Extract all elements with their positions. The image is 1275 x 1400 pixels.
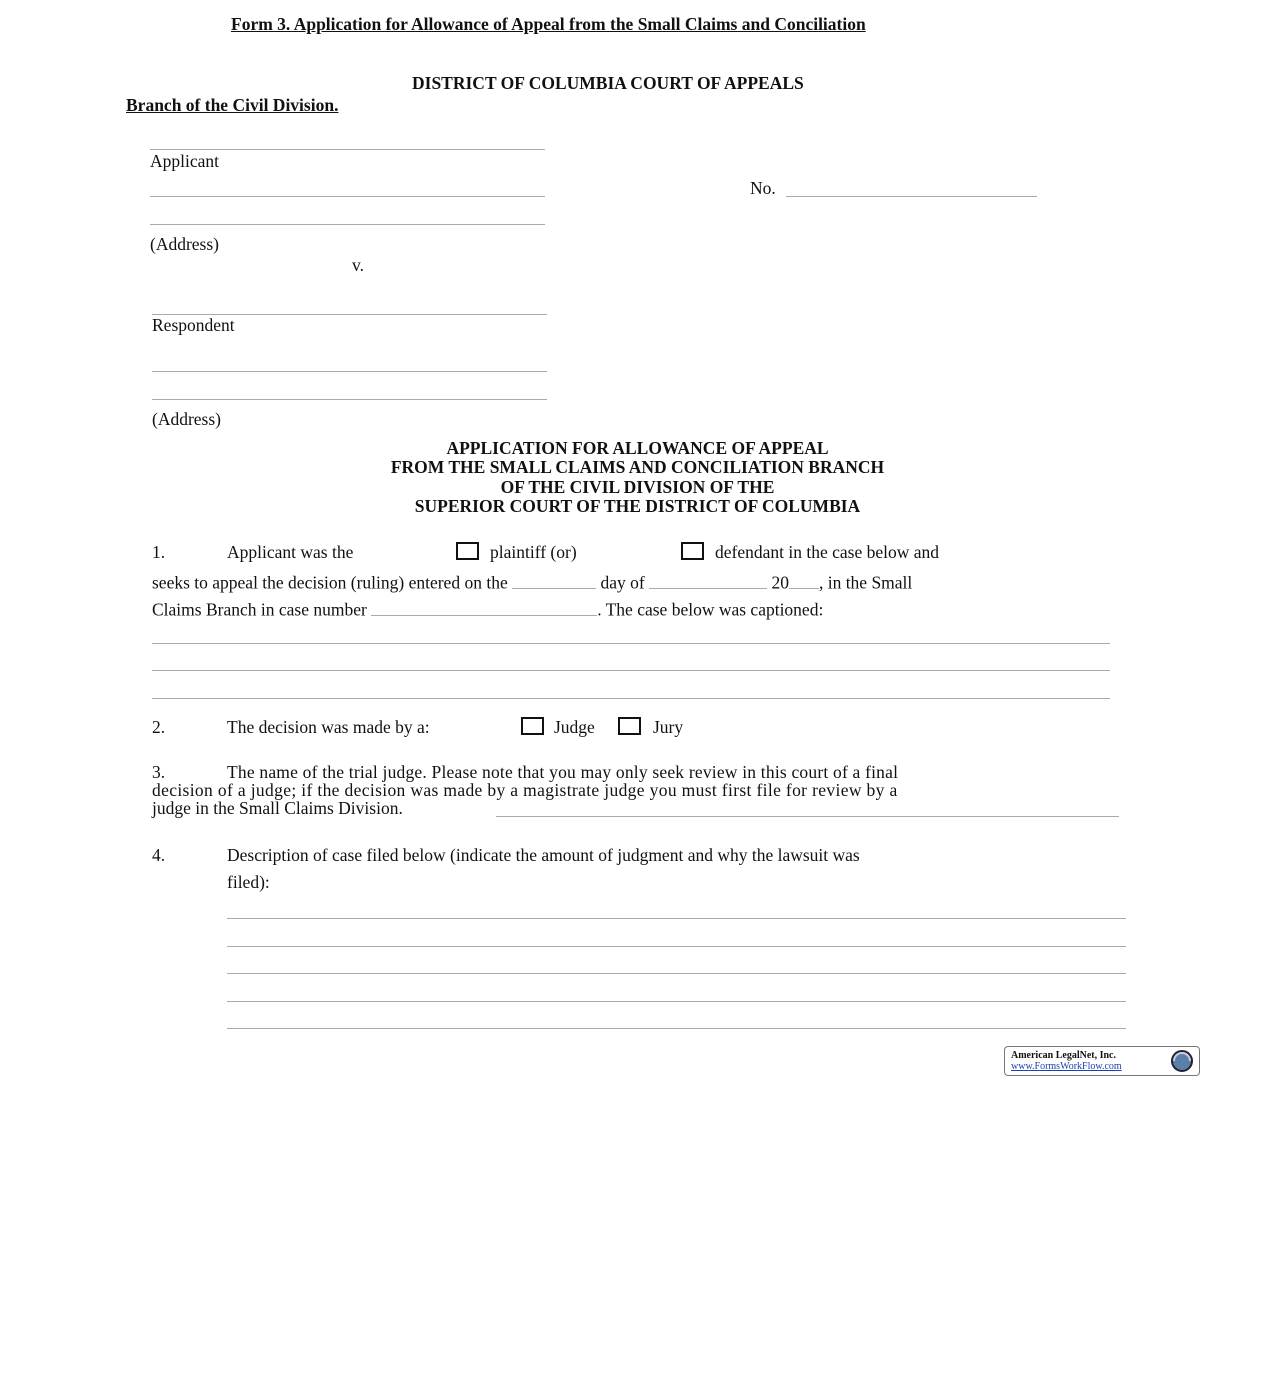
plaintiff-label: plaintiff (or) (490, 542, 577, 562)
applicant-label: Applicant (150, 151, 220, 171)
day-field[interactable] (512, 570, 596, 589)
case-no-label: No. (750, 178, 776, 198)
title-line-3: OF THE CIVIL DIVISION OF THE (500, 477, 775, 497)
caption-line-1[interactable] (152, 643, 1110, 644)
applicant-address-line-1[interactable] (150, 196, 545, 197)
item3-number: 3. (152, 762, 166, 782)
item2-text: The decision was made by a: (227, 717, 430, 737)
case-number-field[interactable] (371, 597, 597, 616)
item4-line1: Description of case filed below (indicate the amount of judgment and why the lawsuit was (227, 845, 860, 865)
globe-logo-icon (1169, 1049, 1195, 1073)
company-name: American LegalNet, Inc. (1011, 1050, 1116, 1061)
year-field[interactable] (789, 570, 819, 589)
item4-number: 4. (152, 845, 166, 865)
respondent-address-line-2[interactable] (152, 399, 547, 400)
item1-number: 1. (152, 542, 166, 562)
legalnet-badge (1004, 1046, 1200, 1076)
item1-line2-text: seeks to appeal the decision (ruling) entered on the (152, 572, 508, 593)
item1-line3-text: Claims Branch in case number (152, 599, 367, 620)
item3-line1: The name of the trial judge. Please note that you may only seek review in this court of a final (227, 762, 899, 782)
address-label-1: (Address) (150, 234, 220, 254)
description-line-4[interactable] (227, 1001, 1126, 1002)
title-line-1: APPLICATION FOR ALLOWANCE OF APPEAL (446, 438, 829, 458)
judge-label: Judge (554, 717, 595, 737)
jury-label: Jury (653, 717, 684, 737)
applicant-address-line-2[interactable] (150, 224, 545, 225)
trial-judge-field[interactable] (496, 816, 1119, 817)
description-line-2[interactable] (227, 946, 1126, 947)
description-line-1[interactable] (227, 918, 1126, 919)
plaintiff-checkbox[interactable] (456, 542, 479, 560)
title-line-2: FROM THE SMALL CLAIMS AND CONCILIATION BRANCH (390, 457, 885, 477)
item1-line2-end: , in the Small (818, 572, 913, 593)
item3-line2: decision of a judge; if the decision was made by a magistrate judge you must first file for review by a (152, 780, 898, 800)
company-url-link[interactable]: www.FormsWorkFlow.com (1011, 1061, 1122, 1072)
item2-number: 2. (152, 717, 166, 737)
item1-text: Applicant was the (227, 542, 354, 562)
form-title: Form 3. Application for Allowance of Appeal from the Small Claims and Conciliation (231, 14, 866, 34)
item1-line2 (152, 570, 912, 594)
branch-title: Branch of the Civil Division. (126, 95, 339, 115)
court-name: DISTRICT OF COLUMBIA COURT OF APPEALS (412, 73, 804, 93)
item4-line2: filed): (227, 872, 270, 892)
month-field[interactable] (649, 570, 767, 589)
item1-line3-end: . The case below was captioned: (597, 599, 824, 620)
caption-line-2[interactable] (152, 670, 1110, 671)
caption-line-3[interactable] (152, 698, 1110, 699)
day-of-label: day of (600, 572, 645, 593)
defendant-label: defendant in the case below and (715, 542, 940, 562)
judge-checkbox[interactable] (521, 717, 544, 735)
title-line-4: SUPERIOR COURT OF THE DISTRICT OF COLUMBIA (414, 496, 861, 516)
respondent-label: Respondent (152, 315, 235, 335)
defendant-checkbox[interactable] (681, 542, 704, 560)
item1-line3 (152, 597, 823, 621)
respondent-address-line-1[interactable] (152, 371, 547, 372)
applicant-line[interactable] (150, 149, 545, 150)
item3-line3: judge in the Small Claims Division. (152, 798, 403, 818)
case-no-line[interactable] (786, 196, 1037, 197)
address-label-2: (Address) (152, 409, 222, 429)
description-line-5[interactable] (227, 1028, 1126, 1029)
jury-checkbox[interactable] (618, 717, 641, 735)
description-line-3[interactable] (227, 973, 1126, 974)
versus-label: v. (352, 255, 364, 275)
year-prefix: 20 (771, 572, 789, 593)
